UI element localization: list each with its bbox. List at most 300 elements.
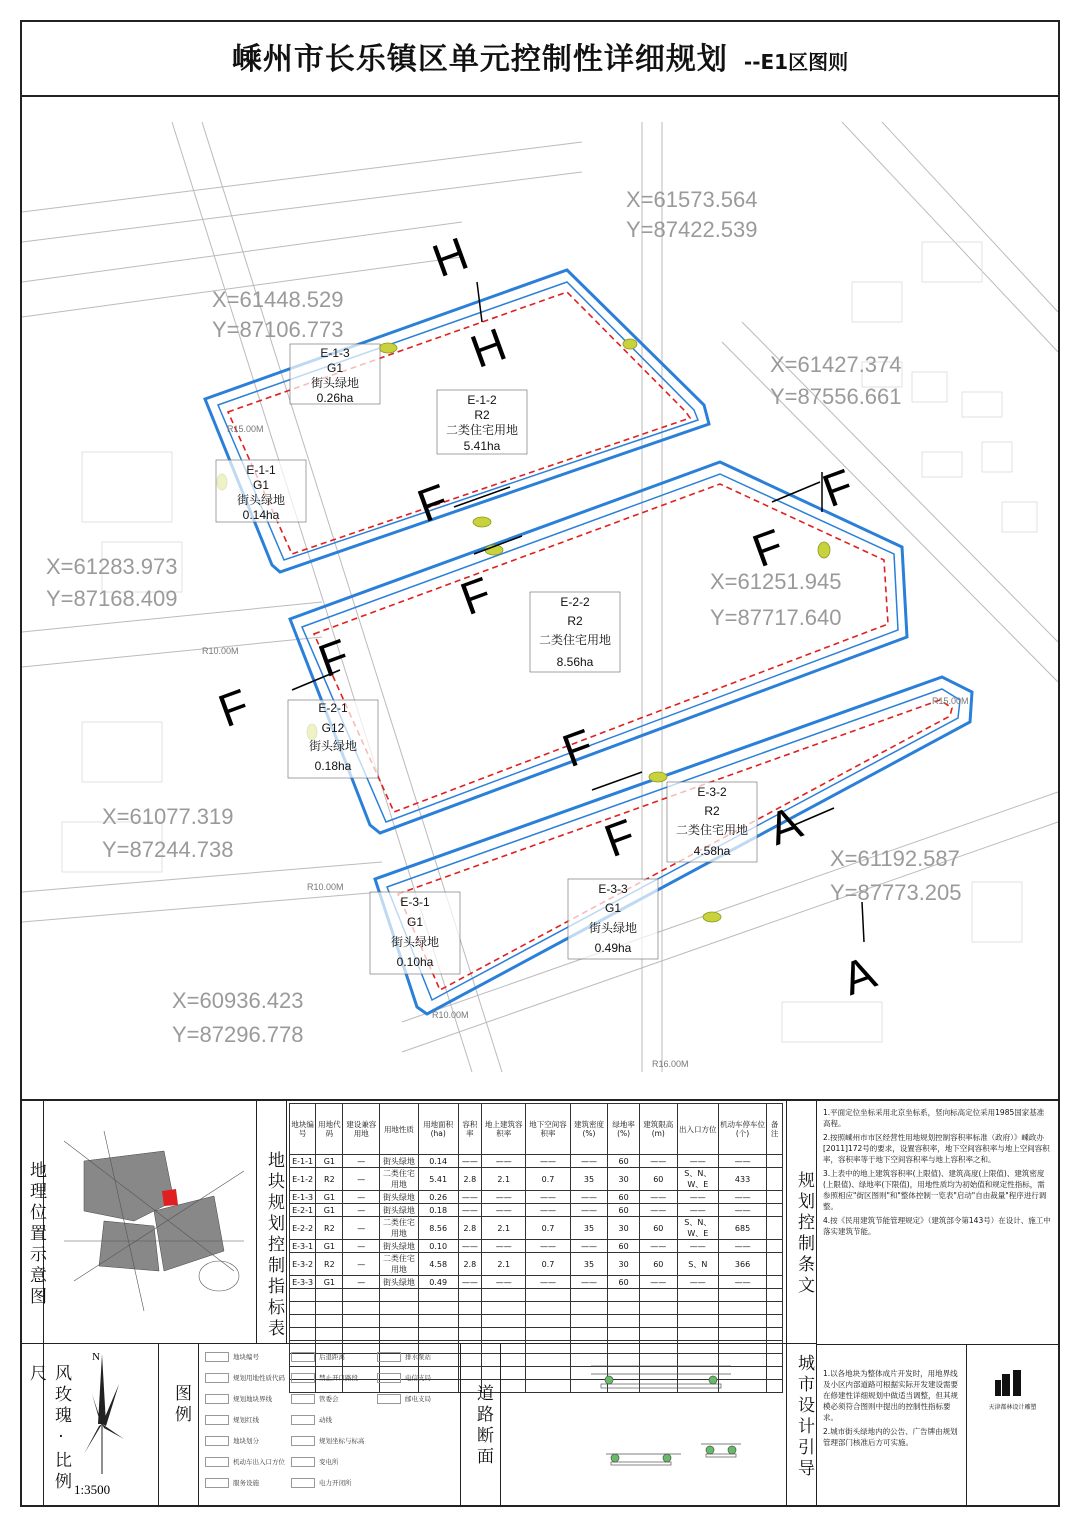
table-row — [290, 1253, 783, 1276]
table-cell: 0.7 — [526, 1168, 570, 1191]
table-cell: 0.14 — [418, 1155, 458, 1168]
table-cell — [482, 1289, 526, 1302]
legend-text: 规划地块界线 — [233, 1395, 272, 1403]
legend-swatch — [291, 1457, 315, 1467]
table-cell — [677, 1289, 718, 1302]
table-cell — [418, 1328, 458, 1341]
table-cell — [290, 1302, 316, 1315]
svg-text:E-1-1: E-1-1 — [246, 463, 276, 477]
table-cell — [767, 1217, 783, 1240]
table-row — [290, 1315, 783, 1328]
table-cell — [380, 1315, 419, 1328]
legend-item — [291, 1415, 332, 1425]
table-cell: —— — [458, 1155, 482, 1168]
table-cell — [767, 1302, 783, 1315]
table-cell: 街头绿地 — [380, 1276, 419, 1289]
table-row — [290, 1328, 783, 1341]
table-cell: G1 — [316, 1276, 343, 1289]
legend-item — [291, 1457, 339, 1467]
table-row — [290, 1240, 783, 1253]
table-cell: S、N、W、E — [677, 1217, 718, 1240]
svg-text:E-2-2: E-2-2 — [560, 595, 590, 609]
table-cell — [767, 1191, 783, 1204]
table-cell — [343, 1289, 380, 1302]
coord-y: Y=87717.640 — [710, 605, 842, 630]
legend-text: 动线 — [319, 1416, 332, 1424]
legend-swatch — [205, 1394, 229, 1404]
coord-x: X=61573.564 — [626, 187, 758, 212]
table-header: 机动车停车位(个) — [718, 1104, 766, 1155]
table-cell: —— — [639, 1155, 677, 1168]
road-label: R15.00M — [227, 424, 264, 434]
table-cell — [767, 1289, 783, 1302]
table-cell: —— — [458, 1240, 482, 1253]
table-cell: E-2-1 — [290, 1204, 316, 1217]
control-label: 地块规划控制指标表 — [264, 1151, 284, 1340]
table-cell — [458, 1328, 482, 1341]
legend-item — [377, 1394, 431, 1404]
road-label: R10.00M — [307, 882, 344, 892]
rose-label-cell — [22, 1344, 71, 1507]
table-cell — [718, 1315, 766, 1328]
table-cell: — — [343, 1276, 380, 1289]
table-cell: 4.58 — [418, 1253, 458, 1276]
table-header: 用地代码 — [316, 1104, 343, 1155]
table-cell — [482, 1302, 526, 1315]
table-header: 容积率 — [458, 1104, 482, 1155]
road-label: R16.00M — [652, 1059, 689, 1069]
svg-text:G12: G12 — [321, 721, 345, 735]
table-cell — [767, 1155, 783, 1168]
legend-item — [377, 1373, 431, 1383]
table-cell — [608, 1289, 640, 1302]
table-cell — [608, 1302, 640, 1315]
parcel-label[interactable] — [288, 700, 378, 778]
table-cell: — — [343, 1155, 380, 1168]
table-cell — [767, 1276, 783, 1289]
table-cell: R2 — [316, 1168, 343, 1191]
table-cell — [290, 1328, 316, 1341]
legend-text: 后退距离 — [319, 1353, 345, 1361]
section-label: A — [761, 795, 809, 856]
parcel-label[interactable] — [667, 782, 757, 862]
table-cell — [290, 1315, 316, 1328]
legend-swatch — [291, 1373, 315, 1383]
legend-text: 排水泵站 — [405, 1353, 431, 1361]
legend-text: 规划坐标与标高 — [319, 1437, 365, 1445]
section-label: F — [410, 473, 455, 533]
location-label-cell — [22, 1101, 44, 1344]
coord-x: X=60936.423 — [172, 988, 304, 1013]
firm-name: 天津都林设计雕塑 — [988, 1404, 1037, 1411]
legend-swatch — [205, 1415, 229, 1425]
coord-x: X=61077.319 — [102, 804, 234, 829]
svg-text:8.56ha: 8.56ha — [556, 655, 594, 669]
wind-rose — [44, 1344, 159, 1507]
table-cell — [767, 1253, 783, 1276]
legend-text: 禁止开口路段 — [319, 1374, 358, 1382]
table-cell: G1 — [316, 1204, 343, 1217]
table-cell: 2.8 — [458, 1253, 482, 1276]
table-cell: 5.41 — [418, 1168, 458, 1191]
table-cell: —— — [458, 1276, 482, 1289]
legend-item — [205, 1415, 259, 1425]
table-cell: —— — [482, 1204, 526, 1217]
svg-text:0.18ha: 0.18ha — [314, 759, 352, 773]
svg-text:街头绿地: 街头绿地 — [308, 739, 358, 753]
table-header: 用地性质 — [380, 1104, 419, 1155]
table-cell — [526, 1302, 570, 1315]
table-cell: R2 — [316, 1217, 343, 1240]
table-cell — [343, 1302, 380, 1315]
parcel-label[interactable] — [216, 460, 306, 522]
legend-swatch — [291, 1352, 315, 1362]
road-label: R15.00M — [932, 696, 969, 706]
table-cell: 366 — [718, 1253, 766, 1276]
table-cell — [570, 1302, 608, 1315]
section-label: F — [211, 678, 256, 738]
table-cell — [458, 1302, 482, 1315]
legend-label-cell — [159, 1344, 199, 1507]
table-cell — [767, 1240, 783, 1253]
legend-text: 变电所 — [319, 1458, 339, 1466]
table-cell: —— — [718, 1276, 766, 1289]
road-label: R10.00M — [202, 646, 239, 656]
table-cell: — — [343, 1240, 380, 1253]
road-label: R10.00M — [432, 1010, 469, 1020]
svg-text:E-3-1: E-3-1 — [400, 895, 430, 909]
section-label: F — [815, 458, 860, 518]
table-cell — [718, 1328, 766, 1341]
coord-x: X=61427.374 — [770, 352, 902, 377]
table-cell: S、N — [677, 1253, 718, 1276]
page-title: 嵊州市长乐镇区单元控制性详细规划 — [231, 42, 728, 77]
table-cell — [767, 1168, 783, 1191]
table-header: 地上建筑容积率 — [482, 1104, 526, 1155]
page-subtitle: --E1区图则 — [743, 50, 849, 74]
table-cell: —— — [458, 1191, 482, 1204]
table-cell: 433 — [718, 1168, 766, 1191]
rose-label: 风玫瑰·比例尺 — [26, 1364, 71, 1493]
legend-text: 电力开闭所 — [319, 1479, 352, 1487]
table-cell — [418, 1315, 458, 1328]
section-label: F — [745, 518, 790, 578]
table-cell: G1 — [316, 1240, 343, 1253]
coord-y: Y=87296.778 — [172, 1022, 304, 1047]
table-cell: — — [343, 1217, 380, 1240]
coord-y: Y=87556.661 — [770, 384, 902, 409]
table-header: 地块编号 — [290, 1104, 316, 1155]
table-cell: 60 — [639, 1217, 677, 1240]
table-header: 建筑密度(%) — [570, 1104, 608, 1155]
table-cell — [570, 1315, 608, 1328]
table-row — [290, 1276, 783, 1289]
table-cell — [482, 1315, 526, 1328]
table-cell — [458, 1289, 482, 1302]
table-cell — [639, 1315, 677, 1328]
legend-swatch — [205, 1352, 229, 1362]
table-cell: — — [343, 1191, 380, 1204]
legend-swatch — [205, 1436, 229, 1446]
table-cell: 0.18 — [418, 1204, 458, 1217]
svg-text:E-2-1: E-2-1 — [318, 701, 348, 715]
legend-text: 电信支局 — [405, 1374, 431, 1382]
table-cell: 60 — [639, 1253, 677, 1276]
svg-text:E-3-3: E-3-3 — [598, 882, 628, 896]
table-cell: 8.56 — [418, 1217, 458, 1240]
table-cell: 60 — [608, 1240, 640, 1253]
svg-text:0.14ha: 0.14ha — [242, 508, 280, 522]
rule-item: 2.按照嵊州市市区经营性用地规划控制容积率标准（政府）》嵊政办[2011]172号的要求，设置容积率，地下空间容积率与地上空间容积率，容积率等于地下空间容积率与地上容积率之和。 — [823, 1133, 1050, 1164]
control-label-cell — [257, 1101, 287, 1344]
coord-x: X=61192.587 — [830, 846, 960, 871]
table-cell: —— — [570, 1204, 608, 1217]
table-cell: 30 — [608, 1253, 640, 1276]
svg-text:街头绿地: 街头绿地 — [310, 376, 360, 390]
info-panel — [22, 1099, 1058, 1507]
table-cell: G1 — [316, 1155, 343, 1168]
legend-swatch — [205, 1373, 229, 1383]
firm-logo-icon — [1002, 1374, 1010, 1396]
section-label: A — [835, 945, 883, 1006]
scale-label: 1:3500 — [74, 1482, 111, 1497]
legend-item — [291, 1478, 352, 1488]
table-cell: —— — [639, 1191, 677, 1204]
table-cell: E-1-3 — [290, 1191, 316, 1204]
table-cell — [767, 1204, 783, 1217]
table-cell: —— — [526, 1204, 570, 1217]
svg-text:街头绿地: 街头绿地 — [390, 935, 440, 949]
table-row — [290, 1204, 783, 1217]
guide-cell — [817, 1344, 967, 1507]
table-cell: 60 — [608, 1204, 640, 1217]
parcel-label[interactable] — [530, 592, 620, 672]
north-label: N — [92, 1351, 100, 1363]
table-header: 建设兼容用地 — [343, 1104, 380, 1155]
section-label: F — [311, 628, 356, 688]
coord-x: X=61283.973 — [46, 554, 178, 579]
table-cell: —— — [570, 1240, 608, 1253]
table-cell: 街头绿地 — [380, 1240, 419, 1253]
table-cell: 60 — [639, 1168, 677, 1191]
table-cell: —— — [639, 1240, 677, 1253]
table-cell: 0.7 — [526, 1253, 570, 1276]
legend-item — [205, 1352, 259, 1362]
parcel-label[interactable] — [437, 390, 527, 454]
table-cell — [677, 1328, 718, 1341]
rule-item: 1.平面定位坐标采用北京坐标系，竖向标高定位采用1985国家基准高程。 — [823, 1108, 1045, 1128]
table-cell: 街头绿地 — [380, 1204, 419, 1217]
legend-item — [205, 1478, 259, 1488]
table-row — [290, 1191, 783, 1204]
legend-swatch — [291, 1436, 315, 1446]
table-cell — [570, 1328, 608, 1341]
road-section-cell — [501, 1344, 787, 1507]
coord-y: Y=87244.738 — [102, 837, 234, 862]
table-cell: —— — [570, 1155, 608, 1168]
table-cell: —— — [458, 1204, 482, 1217]
table-cell — [316, 1289, 343, 1302]
table-cell: E-2-2 — [290, 1217, 316, 1240]
table-cell — [526, 1289, 570, 1302]
table-cell: —— — [526, 1240, 570, 1253]
table-cell: — — [343, 1253, 380, 1276]
table-cell: — — [343, 1204, 380, 1217]
table-cell: 0.10 — [418, 1240, 458, 1253]
table-cell: R2 — [316, 1253, 343, 1276]
table-cell: —— — [639, 1276, 677, 1289]
legend-text: 规划红线 — [233, 1416, 259, 1424]
table-cell: E-3-3 — [290, 1276, 316, 1289]
table-cell: 60 — [608, 1276, 640, 1289]
parcel-label[interactable] — [370, 892, 460, 974]
legend-item — [291, 1436, 365, 1446]
table-cell — [418, 1302, 458, 1315]
table-cell: 35 — [570, 1168, 608, 1191]
table-cell — [380, 1328, 419, 1341]
svg-text:E-3-2: E-3-2 — [697, 785, 727, 799]
coord-x: X=61251.945 — [710, 569, 842, 594]
table-cell: 60 — [608, 1155, 640, 1168]
table-cell: —— — [482, 1240, 526, 1253]
parcel-label[interactable] — [290, 344, 380, 405]
section-label: H — [425, 226, 475, 288]
table-cell — [570, 1289, 608, 1302]
road-label-cell — [461, 1344, 501, 1507]
table-cell: —— — [677, 1155, 718, 1168]
table-cell: 0.26 — [418, 1191, 458, 1204]
table-cell: 0.7 — [526, 1217, 570, 1240]
table-cell: —— — [482, 1191, 526, 1204]
section-label: F — [453, 566, 498, 626]
table-cell: 2.8 — [458, 1217, 482, 1240]
table-cell: 60 — [608, 1191, 640, 1204]
table-cell — [639, 1289, 677, 1302]
legend-item — [291, 1352, 345, 1362]
svg-text:G1: G1 — [406, 915, 424, 929]
location-map — [44, 1101, 257, 1344]
parcel-label[interactable] — [568, 879, 658, 959]
table-cell: E-1-1 — [290, 1155, 316, 1168]
legend-swatch — [377, 1352, 401, 1362]
table-cell: 2.8 — [458, 1168, 482, 1191]
table-cell: 35 — [570, 1253, 608, 1276]
table-cell — [677, 1315, 718, 1328]
legend-text: 规划用地性质代码 — [233, 1374, 285, 1382]
svg-text:E-1-2: E-1-2 — [467, 393, 497, 407]
table-cell: E-3-1 — [290, 1240, 316, 1253]
guide-item: 1.以各地块为整体成片开发时，用地界线及小区内部道路可根据实际开发建设需要在修建性详细规划中做适当调整，但其规模必须符合图则中提出的控制性指标要求。 — [823, 1369, 958, 1422]
rules-label-cell — [787, 1101, 817, 1344]
svg-text:G1: G1 — [326, 361, 344, 375]
table-header: 绿地率(%) — [608, 1104, 640, 1155]
table-row — [290, 1302, 783, 1315]
table-cell: 2.1 — [482, 1217, 526, 1240]
firm-cell — [967, 1344, 1058, 1507]
table-cell: E-3-2 — [290, 1253, 316, 1276]
table-cell: G1 — [316, 1191, 343, 1204]
table-cell: —— — [718, 1240, 766, 1253]
table-cell: S、N、W、E — [677, 1168, 718, 1191]
legend-text: 地块划分 — [233, 1437, 259, 1445]
legend-label: 图例 — [171, 1384, 191, 1426]
legend-text: 管委会 — [319, 1395, 339, 1403]
legend-swatch — [377, 1373, 401, 1383]
drawing-sheet — [20, 20, 1060, 1507]
table-cell: 2.1 — [482, 1253, 526, 1276]
table-cell — [343, 1328, 380, 1341]
section-label: F — [597, 808, 642, 868]
legend-text: 机动车出入口方位 — [233, 1458, 285, 1466]
table-cell: —— — [677, 1191, 718, 1204]
svg-text:R2: R2 — [474, 408, 490, 422]
table-cell: 街头绿地 — [380, 1155, 419, 1168]
title-bar — [22, 22, 1058, 97]
table-cell: 30 — [608, 1168, 640, 1191]
legend-text: 服务设施 — [233, 1479, 259, 1487]
table-cell — [316, 1328, 343, 1341]
table-header: 地下空间容积率 — [526, 1104, 570, 1155]
svg-text:0.10ha: 0.10ha — [396, 955, 434, 969]
guide-item: 2.城市街头绿地内的公告、广告牌由规划管理部门核准后方可实施。 — [823, 1427, 958, 1447]
svg-text:R2: R2 — [704, 804, 720, 818]
rule-item: 3.上表中的地上建筑容积率(上限值)、建筑高度(上限值)、建筑密度(上限值)、绿地率(下限值)，用地性质均为初始值和规定性指标，需参照相应"街区图则"和"整体控制一览表"启动"自由裁量"程序进行调整。 — [823, 1169, 1047, 1211]
table-cell — [380, 1302, 419, 1315]
svg-text:5.41ha: 5.41ha — [463, 439, 501, 453]
rules-text — [823, 1107, 1051, 1240]
table-cell: —— — [526, 1191, 570, 1204]
table-cell: 685 — [718, 1217, 766, 1240]
table-cell: — — [343, 1168, 380, 1191]
table-header: 用地面积(ha) — [418, 1104, 458, 1155]
control-table-cell — [287, 1101, 787, 1344]
table-cell: —— — [718, 1204, 766, 1217]
legend-cell — [199, 1344, 461, 1507]
svg-text:4.58ha: 4.58ha — [693, 844, 731, 858]
legend-swatch — [377, 1394, 401, 1404]
table-cell: 35 — [570, 1217, 608, 1240]
coord-y: Y=87106.773 — [212, 317, 344, 342]
svg-text:G1: G1 — [252, 478, 270, 492]
table-row — [290, 1168, 783, 1191]
table-cell: —— — [570, 1276, 608, 1289]
table-row — [290, 1289, 783, 1302]
table-cell: —— — [482, 1155, 526, 1168]
table-cell: E-1-2 — [290, 1168, 316, 1191]
table-cell — [639, 1302, 677, 1315]
table-cell — [316, 1302, 343, 1315]
coord-y: Y=87168.409 — [46, 586, 178, 611]
table-cell: 0.49 — [418, 1276, 458, 1289]
table-row — [290, 1217, 783, 1240]
road-section-label: 道路断面 — [473, 1384, 493, 1468]
table-cell — [418, 1289, 458, 1302]
legend-item — [291, 1373, 358, 1383]
svg-text:0.26ha: 0.26ha — [316, 391, 354, 405]
table-cell — [608, 1328, 640, 1341]
svg-text:0.49ha: 0.49ha — [594, 941, 632, 955]
table-cell: —— — [718, 1155, 766, 1168]
legend-swatch — [291, 1478, 315, 1488]
table-cell — [718, 1289, 766, 1302]
table-header: 备注 — [767, 1104, 783, 1155]
rule-item: 4.按《民用建筑节能管理规定》（建筑部令第143号）在设计、施工中落实建筑节能。 — [823, 1216, 1051, 1236]
legend-text: 邮电支局 — [405, 1395, 431, 1403]
table-cell: —— — [526, 1276, 570, 1289]
svg-text:G1: G1 — [604, 901, 622, 915]
table-cell: —— — [639, 1204, 677, 1217]
section-label: H — [463, 317, 513, 378]
